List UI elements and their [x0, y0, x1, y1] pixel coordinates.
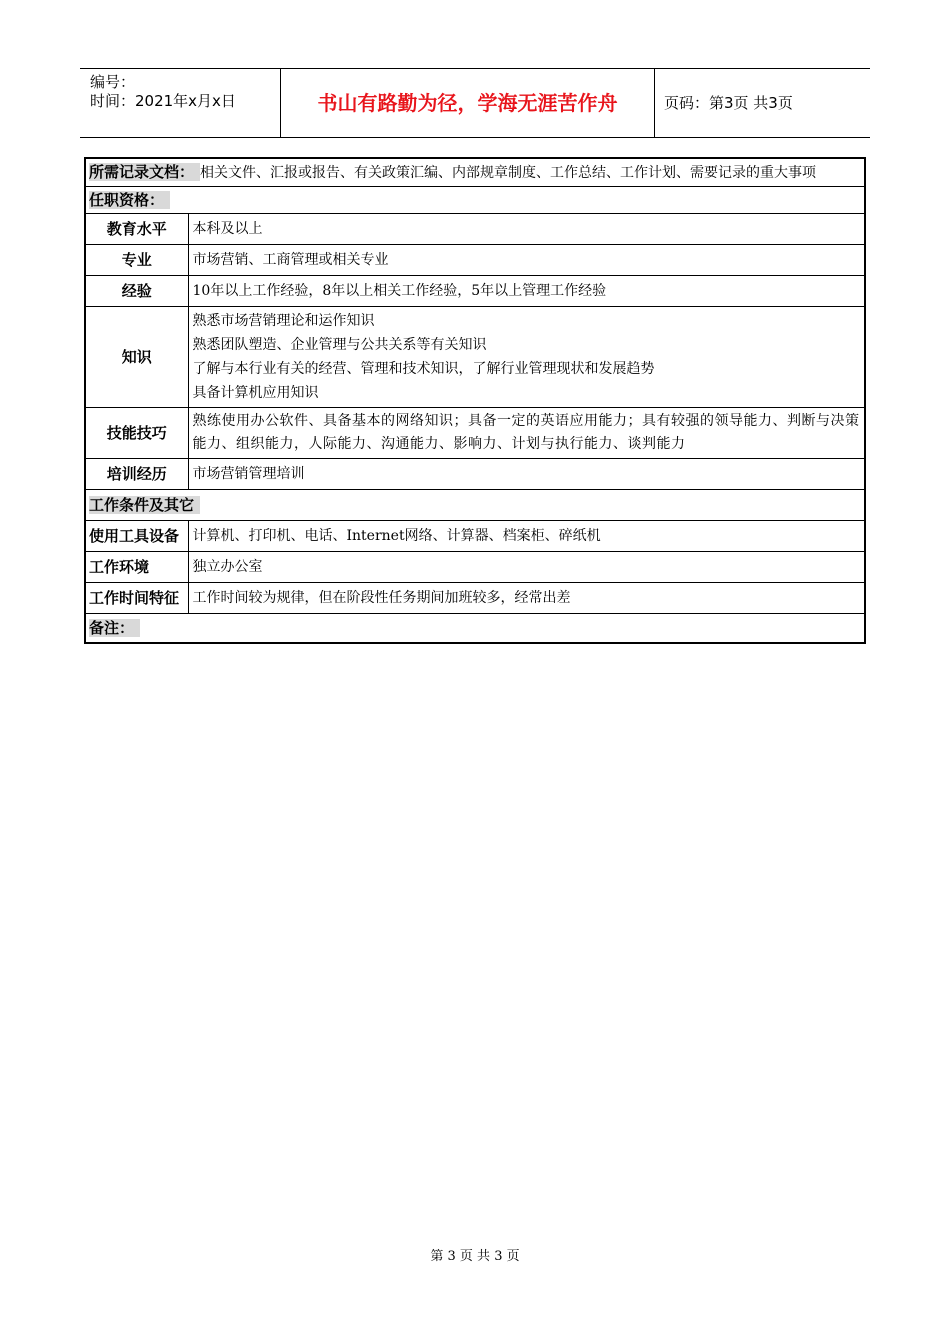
records-label: 所需记录文档：: [89, 163, 200, 181]
table-row: [85, 214, 865, 245]
row-label: 工作时间特征: [85, 583, 188, 614]
knowledge-line: 熟悉团队塑造、企业管理与公共关系等有关知识: [192, 337, 487, 353]
table-row: [85, 245, 865, 276]
row-value: 熟练使用办公软件、具备基本的网络知识；具备一定的英语应用能力；具有较强的领导能力、判断与决策能力、组织能力，人际能力、沟通能力、影响力、计划与执行能力、谈判能力: [188, 408, 865, 459]
knowledge-line: 熟悉市场营销理论和运作知识: [192, 313, 375, 329]
qualifications-title: 任职资格：: [89, 191, 170, 209]
row-label: 经验: [85, 276, 188, 307]
remarks-row: [85, 614, 865, 644]
row-value: 10年以上工作经验，8年以上相关工作经验，5年以上管理工作经验: [188, 276, 865, 307]
records-text: 相关文件、汇报或报告、有关政策汇编、内部规章制度、工作总结、工作计划、需要记录的重大事项: [200, 165, 817, 181]
table-row: [85, 307, 865, 408]
table-row: [85, 583, 865, 614]
time-label: 时间：2021年x月x日: [90, 92, 236, 110]
knowledge-line: 了解与本行业有关的经营、管理和技术知识，了解行业管理现状和发展趋势: [192, 361, 655, 377]
row-value: 本科及以上: [188, 214, 865, 245]
number-label: 编号：: [90, 73, 136, 91]
page-header: [80, 68, 870, 138]
remarks-label: 备注：: [89, 619, 140, 637]
knowledge-line: 具备计算机应用知识: [192, 385, 319, 401]
row-label: 培训经历: [85, 459, 188, 490]
row-value: 工作时间较为规律，但在阶段性任务期间加班较多，经常出差: [188, 583, 865, 614]
conditions-title: 工作条件及其它: [89, 496, 200, 514]
header-meta: [80, 69, 281, 137]
row-value: [188, 307, 865, 408]
row-value: 独立办公室: [188, 552, 865, 583]
table-row: [85, 521, 865, 552]
row-label: 工作环境: [85, 552, 188, 583]
qualifications-section-row: [85, 187, 865, 214]
row-label: 知识: [85, 307, 188, 408]
row-value: 计算机、打印机、电话、Internet网络、计算器、档案柜、碎纸机: [188, 521, 865, 552]
records-row: [85, 158, 865, 187]
page-footer: 第 3 页 共 3 页: [430, 1249, 520, 1264]
table-row: [85, 276, 865, 307]
table-row: [85, 552, 865, 583]
row-label: 教育水平: [85, 214, 188, 245]
row-value: 市场营销、工商管理或相关专业: [188, 245, 865, 276]
conditions-section-row: [85, 490, 865, 521]
row-value: 市场营销管理培训: [188, 459, 865, 490]
row-label: 技能技巧: [85, 408, 188, 459]
row-label: 专业: [85, 245, 188, 276]
header-page-info: 页码：第3页 共3页: [664, 94, 793, 112]
table-row: [85, 459, 865, 490]
row-label: 使用工具设备: [85, 521, 188, 552]
header-motto: 书山有路勤为径，学海无涯苦作舟: [281, 69, 655, 137]
job-description-table: [84, 157, 866, 644]
table-row: [85, 408, 865, 459]
